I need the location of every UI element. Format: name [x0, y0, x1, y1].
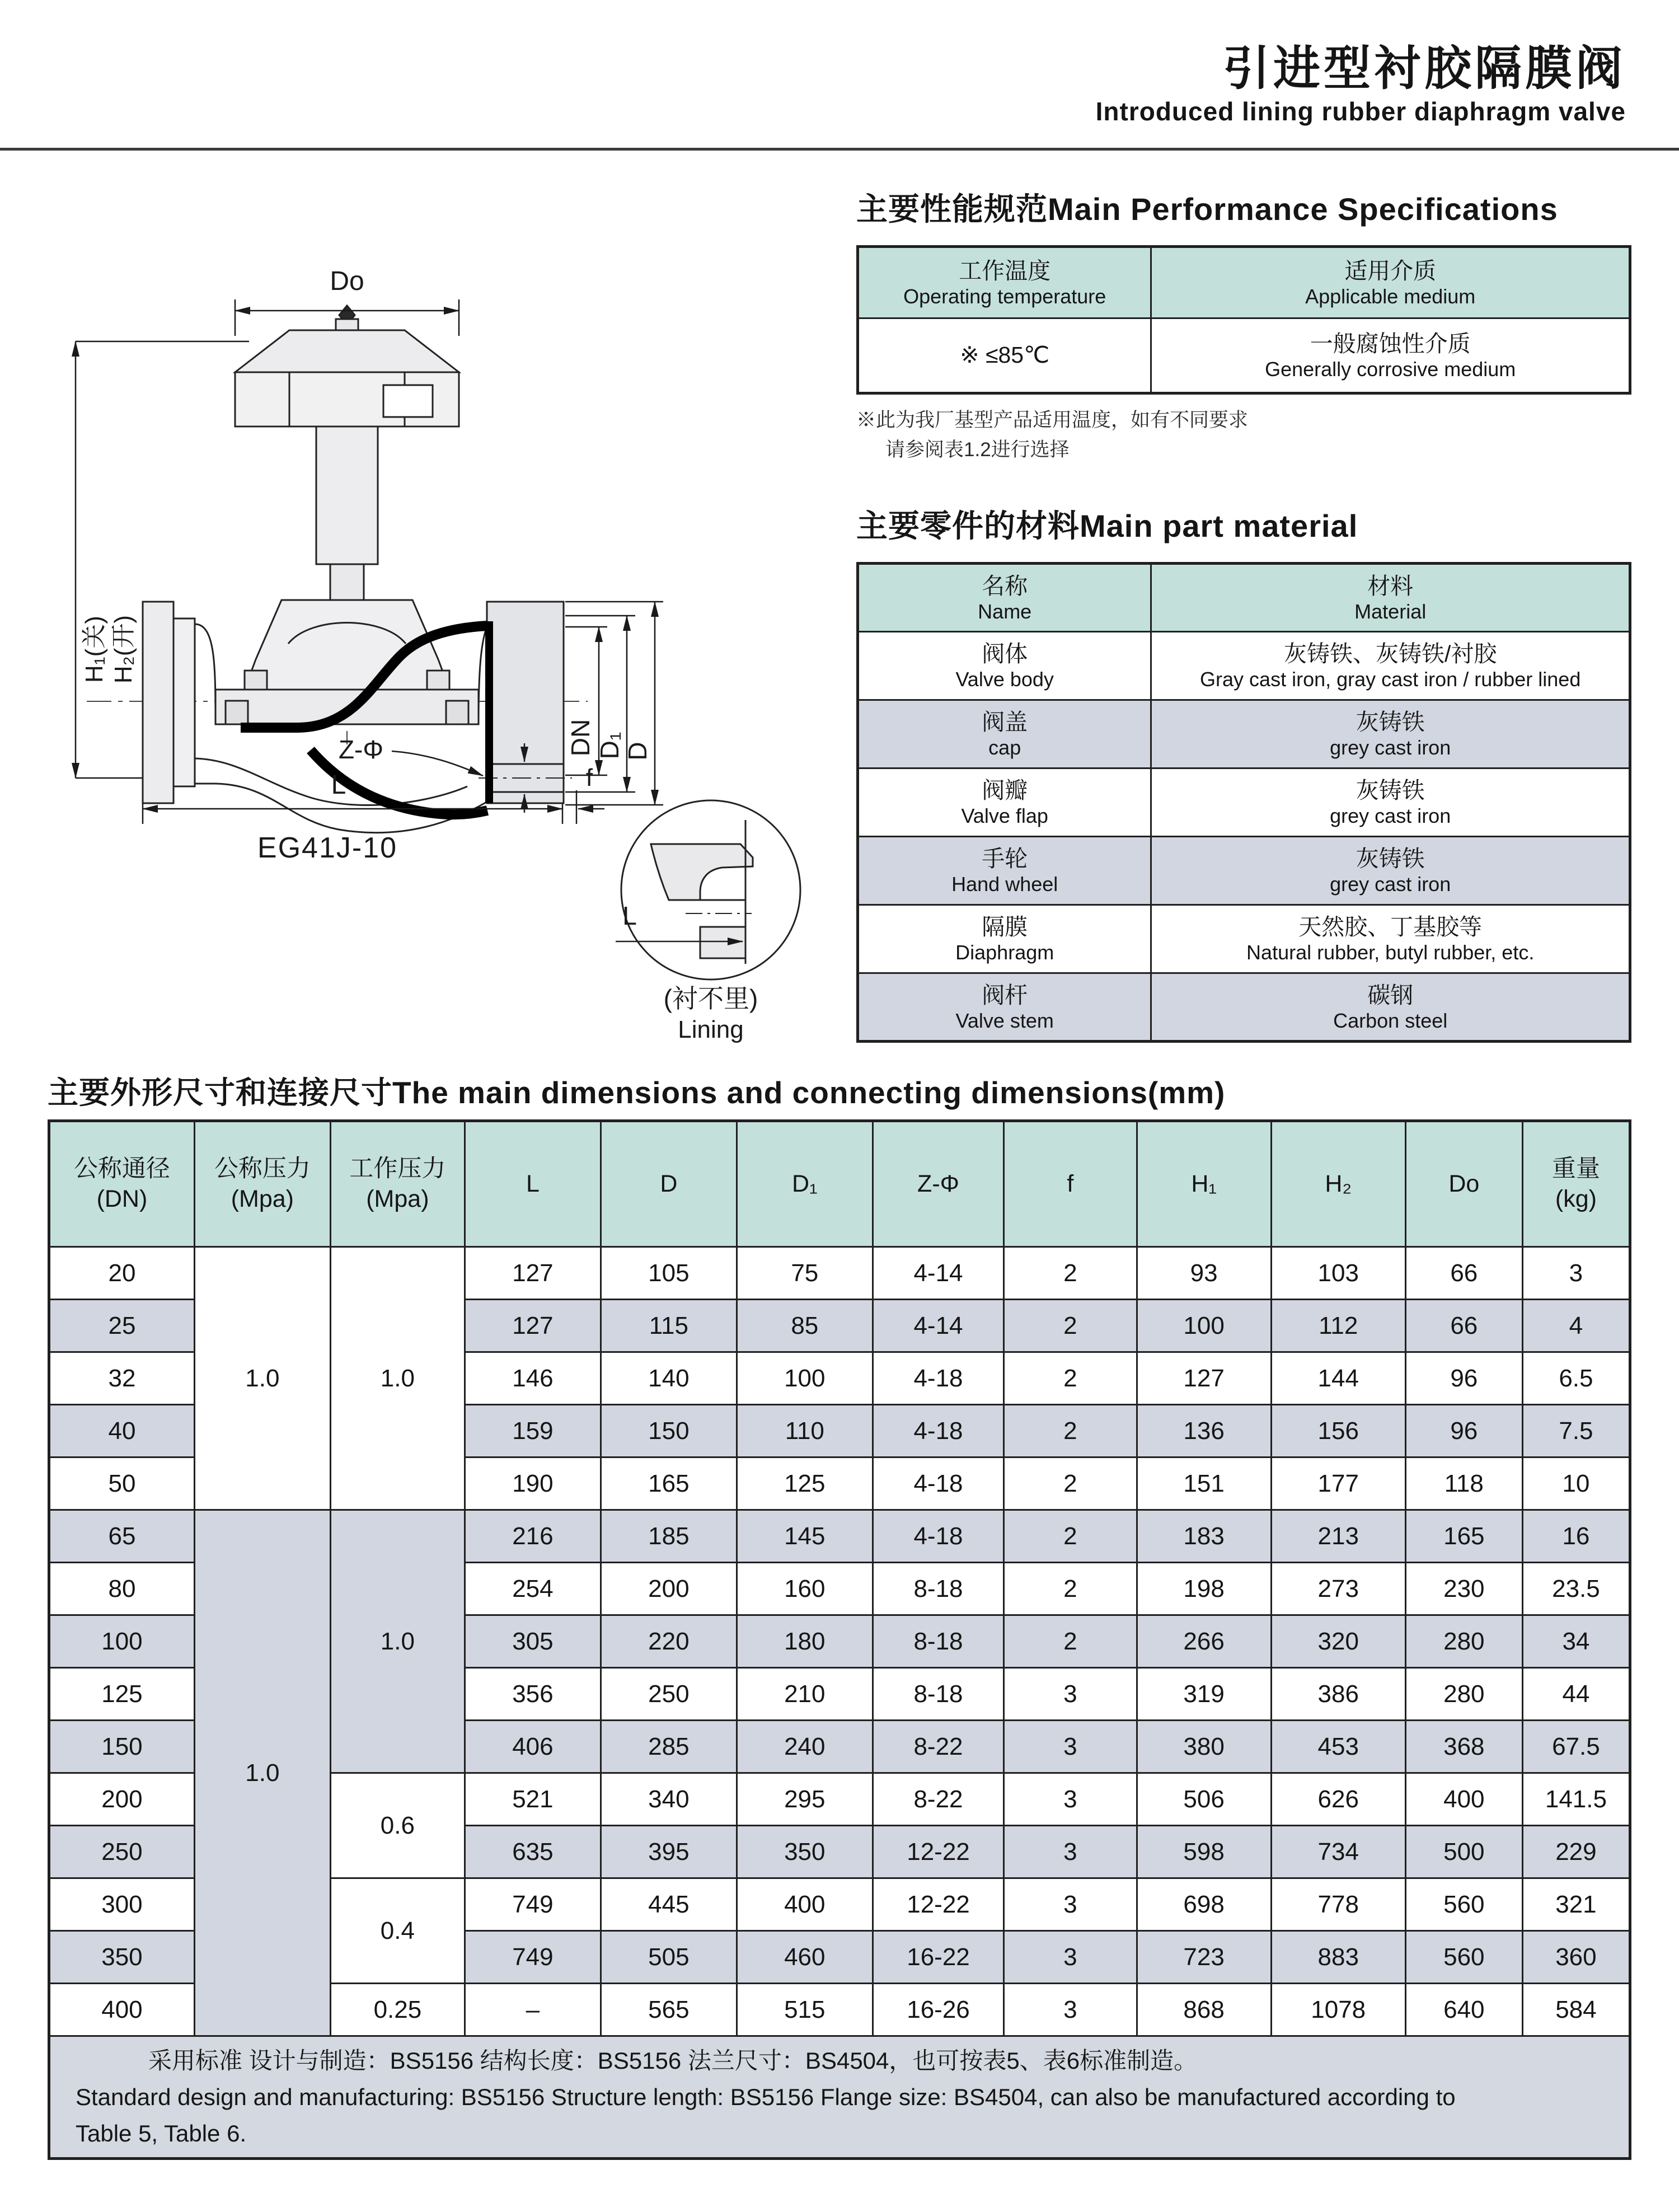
standards-note-zh: 采用标准 设计与制造：BS5156 结构长度：BS5156 法兰尺寸：BS4504，也可按表5、表6标准制造。: [148, 2047, 1198, 2074]
header-line: 工作压力: [349, 1155, 446, 1182]
medium-text-zh: 一般腐蚀性介质: [1310, 330, 1471, 357]
cell-d: 115: [601, 1300, 737, 1352]
dims-header-dn: [49, 1121, 195, 1247]
cell-weight: 4: [1522, 1300, 1630, 1352]
d-label: D: [623, 742, 652, 761]
cell-l: 254: [465, 1563, 601, 1615]
cell-h2: 883: [1271, 1931, 1405, 1984]
cell-do: 118: [1405, 1458, 1522, 1510]
part-name: [858, 837, 1151, 905]
cell-h1: 698: [1137, 1878, 1271, 1931]
cell-z: 16-22: [873, 1931, 1003, 1984]
handwheel: [235, 306, 459, 427]
cell-d1: 125: [737, 1458, 873, 1510]
part-material-zh: 灰铸铁、灰铸铁/衬胶: [1284, 641, 1497, 667]
material-row-hand-wheel: [858, 837, 1630, 905]
cell-d: 285: [601, 1721, 737, 1773]
cell-h1: 868: [1137, 1984, 1271, 2036]
cell-d: 150: [601, 1405, 737, 1458]
part-material-en: grey cast iron: [1330, 873, 1451, 896]
cell-f: 2: [1004, 1405, 1137, 1458]
cell-l: 749: [465, 1878, 601, 1931]
part-material: [1151, 973, 1630, 1042]
cell-d1: 110: [737, 1405, 873, 1458]
cell-weight: 67.5: [1522, 1721, 1630, 1773]
cell-h1: 380: [1137, 1721, 1271, 1773]
cell-d: 340: [601, 1773, 737, 1826]
cell-l: 159: [465, 1405, 601, 1458]
cell-d: 250: [601, 1668, 737, 1721]
cell-dn: 25: [49, 1300, 195, 1352]
part-material-zh: 碳钢: [1367, 982, 1414, 1008]
cell-d: 445: [601, 1878, 737, 1931]
cell-d1: 75: [737, 1247, 873, 1300]
cell-h1: 183: [1137, 1510, 1271, 1563]
cell-d: 565: [601, 1984, 737, 2036]
cell-l: 635: [465, 1826, 601, 1878]
cell-d1: 515: [737, 1984, 873, 2036]
part-material-zh: 灰铸铁: [1356, 846, 1425, 872]
cell-dn: 100: [49, 1615, 195, 1668]
temperature-text: ※ ≤85℃: [960, 342, 1050, 368]
cell-d: 220: [601, 1615, 737, 1668]
part-material: [1151, 905, 1630, 973]
dims-footer-row: [49, 2036, 1630, 2159]
performance-footnote: [856, 406, 1631, 465]
cell-d1: 145: [737, 1510, 873, 1563]
material-row-valve-stem: [858, 973, 1630, 1042]
cell-do: 500: [1405, 1826, 1522, 1878]
cell-do: 66: [1405, 1300, 1522, 1352]
cell-weight: 141.5: [1522, 1773, 1630, 1826]
dims-header-h1: H₁: [1137, 1121, 1271, 1247]
cell-z: 12-22: [873, 1826, 1003, 1878]
medium-text-en: Generally corrosive medium: [1265, 357, 1516, 381]
cell-dn: 80: [49, 1563, 195, 1615]
h2-label: H₂(开): [110, 615, 137, 684]
part-name-zh: 阀瓣: [982, 777, 1028, 804]
dims-row-20: [49, 1247, 1630, 1300]
part-name: [858, 905, 1151, 973]
cell-weight: 229: [1522, 1826, 1630, 1878]
cell-h2: 778: [1271, 1878, 1405, 1931]
dn-label: DN: [566, 719, 595, 757]
cell-z: 12-22: [873, 1878, 1003, 1931]
cell-z: 4-14: [873, 1247, 1003, 1300]
material-row-cap: [858, 700, 1630, 768]
cell-f: 3: [1004, 1826, 1137, 1878]
cell-pn-group1: 1.0: [194, 1247, 330, 1510]
cell-d: 165: [601, 1458, 737, 1510]
cell-do: 280: [1405, 1668, 1522, 1721]
page-title: [1096, 44, 1626, 126]
header-line: (DN): [96, 1185, 148, 1212]
footnote-line-2: 请参阅表1.2进行选择: [885, 438, 1070, 461]
cell-h2: 273: [1271, 1563, 1405, 1615]
cell-d: 200: [601, 1563, 737, 1615]
diameter-dimensions: [565, 602, 663, 805]
material-row-valve-flap: [858, 768, 1630, 837]
cell-z: 4-14: [873, 1300, 1003, 1352]
cell-dn: 350: [49, 1931, 195, 1984]
cell-weight: 321: [1522, 1878, 1630, 1931]
part-material: [1151, 700, 1630, 768]
dims-header-h2: H₂: [1271, 1121, 1405, 1247]
header-divider: [0, 148, 1679, 151]
cell-d1: 100: [737, 1352, 873, 1405]
part-name-en: Valve stem: [955, 1009, 1054, 1032]
f-label: f: [585, 764, 593, 791]
cell-do: 280: [1405, 1615, 1522, 1668]
cell-dn: 300: [49, 1878, 195, 1931]
cell-z: 8-22: [873, 1721, 1003, 1773]
part-material-zh: 天然胶、丁基胶等: [1298, 914, 1483, 940]
cell-wp-group3: 0.6: [330, 1773, 465, 1878]
cell-do: 368: [1405, 1721, 1522, 1773]
cell-h1: 198: [1137, 1563, 1271, 1615]
cell-f: 3: [1004, 1668, 1137, 1721]
cell-h2: 177: [1271, 1458, 1405, 1510]
cell-d1: 85: [737, 1300, 873, 1352]
temperature-value: [858, 318, 1151, 393]
detail-l-label: L: [622, 901, 637, 930]
operating-temperature-header: [858, 247, 1151, 318]
cell-h2: 386: [1271, 1668, 1405, 1721]
cell-d1: 400: [737, 1878, 873, 1931]
cell-dn: 200: [49, 1773, 195, 1826]
cell-f: 2: [1004, 1352, 1137, 1405]
standards-note-en1: Standard design and manufacturing: BS5156 Structure length: BS5156 Flange size: BS4504, can also be manufactured according to: [76, 2084, 1456, 2111]
performance-table: [856, 245, 1631, 395]
cell-do: 96: [1405, 1405, 1522, 1458]
dims-header-pn: [194, 1121, 330, 1247]
cell-z: 4-18: [873, 1510, 1003, 1563]
cell-l: 749: [465, 1931, 601, 1984]
part-name-zh: 阀体: [982, 641, 1028, 667]
cell-l: –: [465, 1984, 601, 2036]
d1-label: D₁: [595, 732, 624, 760]
cell-l: 216: [465, 1510, 601, 1563]
lining-label-zh: (衬不里): [663, 984, 758, 1013]
cell-weight: 23.5: [1522, 1563, 1630, 1615]
left-flange: [143, 602, 195, 803]
header-line: 公称通径: [73, 1155, 170, 1182]
cell-weight: 6.5: [1522, 1352, 1630, 1405]
part-name-zh: 手轮: [982, 846, 1028, 872]
footnote-line-1: ※此为我厂基型产品适用温度，如有不同要求: [856, 409, 1249, 431]
cell-wp-group2: 1.0: [330, 1510, 465, 1773]
header-line-en: Operating temperature: [903, 284, 1106, 308]
dims-row-65: [49, 1510, 1630, 1563]
cell-d: 505: [601, 1931, 737, 1984]
header-line: 公称压力: [214, 1155, 311, 1182]
cell-f: 3: [1004, 1773, 1137, 1826]
cell-h1: 151: [1137, 1458, 1271, 1510]
cell-l: 521: [465, 1773, 601, 1826]
part-material: [1151, 837, 1630, 905]
cell-do: 400: [1405, 1773, 1522, 1826]
cell-z: 8-22: [873, 1773, 1003, 1826]
cell-h2: 453: [1271, 1721, 1405, 1773]
cell-z: 8-18: [873, 1668, 1003, 1721]
cell-h1: 100: [1137, 1300, 1271, 1352]
part-name-en: Hand wheel: [951, 873, 1058, 896]
h1-label: H₁(关): [81, 616, 108, 683]
cell-f: 2: [1004, 1510, 1137, 1563]
part-material-zh: 灰铸铁: [1356, 709, 1425, 735]
cell-z: 8-18: [873, 1563, 1003, 1615]
part-material-zh: 灰铸铁: [1356, 777, 1425, 804]
cell-d1: 160: [737, 1563, 873, 1615]
cell-l: 356: [465, 1668, 601, 1721]
cell-z: 8-18: [873, 1615, 1003, 1668]
cell-weight: 584: [1522, 1984, 1630, 2036]
part-material: [1151, 768, 1630, 837]
cell-f: 3: [1004, 1721, 1137, 1773]
cell-dn: 50: [49, 1458, 195, 1510]
cell-h2: 213: [1271, 1510, 1405, 1563]
part-material-en: Carbon steel: [1333, 1009, 1448, 1032]
cell-d: 395: [601, 1826, 737, 1878]
part-name-en: Valve flap: [961, 804, 1048, 828]
cell-f: 2: [1004, 1458, 1137, 1510]
cell-z: 4-18: [873, 1352, 1003, 1405]
part-name-zh: 隔膜: [982, 914, 1028, 940]
cell-d: 185: [601, 1510, 737, 1563]
cell-weight: 34: [1522, 1615, 1630, 1668]
cell-do: 165: [1405, 1510, 1522, 1563]
valve-drawing: [48, 257, 848, 1058]
cell-h1: 266: [1137, 1615, 1271, 1668]
cell-z: 4-18: [873, 1405, 1003, 1458]
material-row-valve-body: [858, 632, 1630, 700]
part-name-en: cap: [988, 736, 1021, 760]
cell-do: 560: [1405, 1878, 1522, 1931]
cell-l: 127: [465, 1300, 601, 1352]
cell-do: 230: [1405, 1563, 1522, 1615]
part-material: [1151, 632, 1630, 700]
part-name-en: Diaphragm: [955, 941, 1054, 964]
cell-h1: 506: [1137, 1773, 1271, 1826]
cell-h1: 93: [1137, 1247, 1271, 1300]
cell-h2: 103: [1271, 1247, 1405, 1300]
cell-z: 16-26: [873, 1984, 1003, 2036]
part-name: [858, 768, 1151, 837]
cell-dn: 40: [49, 1405, 195, 1458]
cell-weight: 7.5: [1522, 1405, 1630, 1458]
part-material-en: grey cast iron: [1330, 736, 1451, 760]
l-label: L: [331, 770, 346, 800]
cell-dn: 20: [49, 1247, 195, 1300]
dims-header-z: Z-Φ: [873, 1121, 1003, 1247]
lining-label-en: Lining: [678, 1016, 744, 1043]
dimensions-table: [48, 1119, 1631, 2160]
header-line-en: Applicable medium: [1305, 284, 1476, 308]
cell-do: 640: [1405, 1984, 1522, 2036]
part-name-zh: 阀杆: [982, 982, 1028, 1008]
cell-weight: 3: [1522, 1247, 1630, 1300]
material-header: [1151, 564, 1630, 632]
dims-header-do: Do: [1405, 1121, 1522, 1247]
cell-h2: 144: [1271, 1352, 1405, 1405]
cell-f: 2: [1004, 1563, 1137, 1615]
cell-l: 190: [465, 1458, 601, 1510]
cell-do: 66: [1405, 1247, 1522, 1300]
cell-wp-group4: 0.4: [330, 1878, 465, 1984]
name-header: [858, 564, 1151, 632]
materials-title: 主要零件的材料Main part material: [856, 508, 1358, 543]
cell-l: 146: [465, 1352, 601, 1405]
header-line: (kg): [1555, 1185, 1597, 1212]
cell-dn: 150: [49, 1721, 195, 1773]
cell-dn: 65: [49, 1510, 195, 1563]
header-line: 重量: [1551, 1155, 1600, 1182]
lining-detail: [616, 800, 800, 980]
header-line-en: Material: [1354, 599, 1427, 623]
cell-f: 3: [1004, 1931, 1137, 1984]
cell-l: 127: [465, 1247, 601, 1300]
z-phi-label: Z-Φ: [338, 735, 384, 764]
do-label: Do: [330, 266, 364, 296]
cell-h1: 319: [1137, 1668, 1271, 1721]
dims-header-weight: [1522, 1121, 1630, 1247]
bonnet: [215, 600, 479, 724]
cell-h1: 723: [1137, 1931, 1271, 1984]
cell-dn: 32: [49, 1352, 195, 1405]
cell-d1: 295: [737, 1773, 873, 1826]
cell-d: 105: [601, 1247, 737, 1300]
dimensions-title: 主要外形尺寸和连接尺寸The main dimensions and connecting dimensions(mm): [48, 1075, 1226, 1110]
dims-header-wp: [330, 1121, 465, 1247]
header-line-zh: 材料: [1367, 573, 1414, 599]
cell-dn: 250: [49, 1826, 195, 1878]
cell-d1: 350: [737, 1826, 873, 1878]
cell-f: 2: [1004, 1615, 1137, 1668]
page-title-en: Introduced lining rubber diaphragm valve: [1095, 97, 1626, 126]
cell-f: 3: [1004, 1878, 1137, 1931]
cell-d1: 460: [737, 1931, 873, 1984]
standards-note: [49, 2036, 1630, 2159]
cell-pn-group2: 1.0: [194, 1510, 330, 2036]
part-name: [858, 632, 1151, 700]
performance-title: 主要性能规范Main Performance Specifications: [856, 191, 1558, 227]
materials-table: [856, 562, 1631, 1043]
cell-h2: 734: [1271, 1826, 1405, 1878]
cell-wp-group5: 0.25: [330, 1984, 465, 2036]
applicable-medium-header: [1151, 247, 1630, 318]
page-title-zh: 引进型衬胶隔膜阀: [1222, 42, 1626, 95]
cell-weight: 16: [1522, 1510, 1630, 1563]
medium-value: [1151, 318, 1630, 393]
cell-h2: 156: [1271, 1405, 1405, 1458]
cell-weight: 360: [1522, 1931, 1630, 1984]
cell-h1: 598: [1137, 1826, 1271, 1878]
part-name: [858, 700, 1151, 768]
performance-data-row: [858, 318, 1630, 393]
part-material-en: Gray cast iron, gray cast iron / rubber lined: [1200, 668, 1581, 691]
cell-h1: 136: [1137, 1405, 1271, 1458]
cell-do: 96: [1405, 1352, 1522, 1405]
cell-d1: 180: [737, 1615, 873, 1668]
cell-d: 140: [601, 1352, 737, 1405]
cell-h2: 626: [1271, 1773, 1405, 1826]
cell-f: 3: [1004, 1984, 1137, 2036]
dims-header-d1: D₁: [737, 1121, 873, 1247]
cell-h2: 1078: [1271, 1984, 1405, 2036]
header-line-zh: 工作温度: [959, 257, 1051, 284]
cell-dn: 125: [49, 1668, 195, 1721]
cell-dn: 400: [49, 1984, 195, 2036]
part-name: [858, 973, 1151, 1042]
cell-h2: 320: [1271, 1615, 1405, 1668]
performance-header-row: [858, 247, 1630, 318]
header-line: (Mpa): [231, 1185, 294, 1212]
dims-header-row: [49, 1121, 1630, 1247]
header-line-zh: 适用介质: [1344, 257, 1437, 284]
cell-wp-group1: 1.0: [330, 1247, 465, 1510]
model-label: EG41J-10: [257, 832, 398, 864]
material-row-diaphragm: [858, 905, 1630, 973]
standards-note-en2: Table 5, Table 6.: [76, 2120, 247, 2147]
cell-h2: 112: [1271, 1300, 1405, 1352]
cell-f: 2: [1004, 1247, 1137, 1300]
cell-d1: 240: [737, 1721, 873, 1773]
right-column: [856, 185, 1631, 1043]
cell-weight: 44: [1522, 1668, 1630, 1721]
cell-do: 560: [1405, 1931, 1522, 1984]
cell-l: 406: [465, 1721, 601, 1773]
valve-stem: [316, 427, 378, 600]
dims-header-d: D: [601, 1121, 737, 1247]
cell-h1: 127: [1137, 1352, 1271, 1405]
part-material-en: Natural rubber, butyl rubber, etc.: [1246, 941, 1535, 964]
dims-header-f: f: [1004, 1121, 1137, 1247]
header-line: (Mpa): [366, 1185, 429, 1212]
cell-d1: 210: [737, 1668, 873, 1721]
header-line-zh: 名称: [982, 573, 1028, 599]
cell-l: 305: [465, 1615, 601, 1668]
header-line-en: Name: [978, 599, 1032, 623]
cell-f: 2: [1004, 1300, 1137, 1352]
materials-header-row: [858, 564, 1630, 632]
cell-z: 4-18: [873, 1458, 1003, 1510]
cell-weight: 10: [1522, 1458, 1630, 1510]
part-name-zh: 阀盖: [982, 709, 1028, 735]
part-material-en: grey cast iron: [1330, 804, 1451, 828]
part-name-en: Valve body: [955, 668, 1054, 691]
dims-header-l: L: [465, 1121, 601, 1247]
